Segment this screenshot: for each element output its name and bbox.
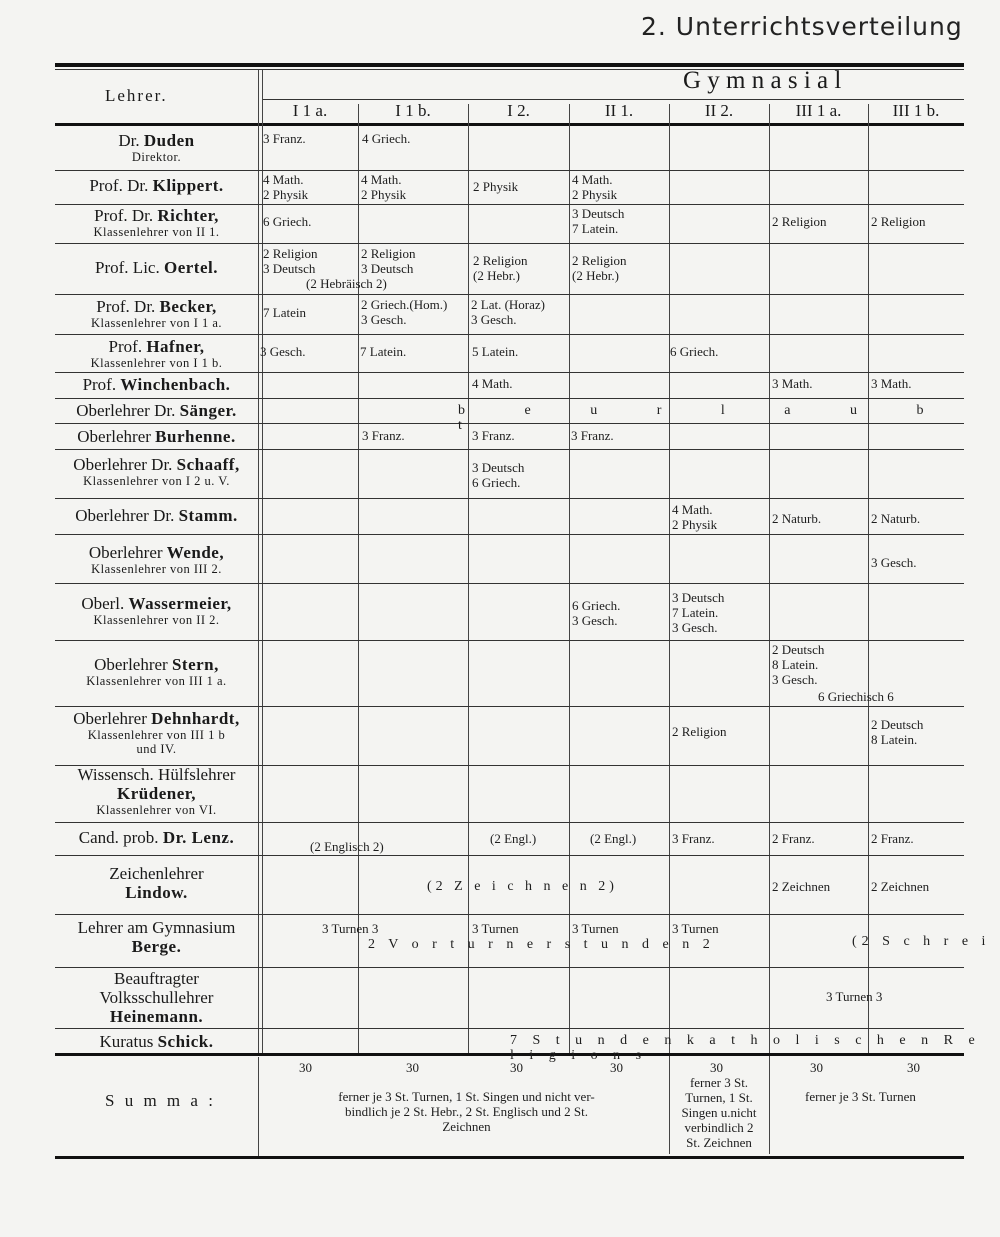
teacher-schaaff: Oberlehrer Dr. Schaaff, Klassenlehrer von I 2 u. V.	[73, 455, 240, 488]
summa-label: S u m m a :	[105, 1091, 216, 1110]
summa-total-i2: 30	[510, 1060, 523, 1075]
cell-klippert-i2: 2 Physik	[473, 179, 519, 194]
cell-wassermeier-ii2: 3 Deutsch 7 Latein. 3 Gesch.	[672, 590, 725, 635]
cell-winchenbach-i2: 4 Math.	[472, 376, 513, 391]
row-rule	[55, 1028, 964, 1029]
cell-lindow-iii1b: 2 Zeichnen	[871, 879, 930, 894]
cell-stamm-ii2: 4 Math. 2 Physik	[672, 502, 718, 532]
cell-hafner-ii2: 6 Griech.	[670, 344, 719, 359]
header-bottom-rule	[55, 123, 964, 126]
col-divider	[358, 104, 359, 1054]
col-divider	[669, 104, 670, 1154]
cell-stamm-iii1a: 2 Naturb.	[772, 511, 822, 526]
cell-lindow-zeichnen: (2 Z e i c h n e n 2)	[427, 879, 618, 894]
column-header-i1b: I 1 b.	[395, 101, 431, 120]
row-rule	[55, 855, 964, 856]
teacher-lindow: Zeichenlehrer Lindow.	[109, 864, 204, 902]
summa-total-iii1a: 30	[810, 1060, 823, 1075]
cell-richter-ii1: 3 Deutsch 7 Latein.	[572, 206, 625, 236]
teacher-oertel: Prof. Lic. Oertel.	[95, 258, 218, 277]
cell-schick-religion: 7 S t u n d e n k a t h o l i s c h e n R e l i g i o n s	[510, 1033, 981, 1063]
teacher-lenz: Cand. prob. Dr. Lenz.	[78, 828, 235, 847]
teacher-saenger: Oberlehrer Dr. Sänger.	[76, 401, 237, 420]
summa-total-i1a: 30	[299, 1060, 312, 1075]
cell-lindow-iii1a: 2 Zeichnen	[772, 879, 831, 894]
cell-stern-griechisch: 6 Griechisch 6	[818, 689, 894, 704]
cell-richter-i1a: 6 Griech.	[263, 214, 312, 229]
teacher-klippert: Prof. Dr. Klippert.	[89, 176, 224, 195]
cell-berge-ii1: 3 Turnen	[572, 921, 619, 936]
cell-wende-iii1b: 3 Gesch.	[871, 555, 917, 570]
row-rule	[55, 372, 964, 373]
row-rule	[55, 583, 964, 584]
cell-oertel-i1a: 2 Religion 3 Deutsch	[263, 246, 318, 276]
row-rule	[55, 498, 964, 499]
teacher-becker: Prof. Dr. Becker, Klassenlehrer von I 1 a.	[90, 297, 223, 330]
teacher-dehnhardt: Oberlehrer Dehnhardt, Klassenlehrer von III 1 b und IV.	[73, 709, 240, 756]
summa-total-i1b: 30	[406, 1060, 419, 1075]
cell-dehnhardt-iii1b: 2 Deutsch 8 Latein.	[871, 717, 924, 747]
column-header-i1a: I 1 a.	[292, 101, 328, 120]
cell-oertel-ii1: 2 Religion (2 Hebr.)	[572, 253, 627, 283]
col-divider	[468, 104, 469, 1054]
cell-oertel-span: (2 Hebräisch 2)	[306, 276, 387, 291]
cell-becker-i2: 2 Lat. (Horaz) 3 Gesch.	[471, 297, 545, 327]
teacher-wassermeier: Oberl. Wassermeier, Klassenlehrer von II 2.	[81, 594, 232, 627]
cell-burhenne-i2: 3 Franz.	[472, 428, 515, 443]
cell-burhenne-ii1: 3 Franz.	[571, 428, 614, 443]
row-rule	[55, 243, 964, 244]
cell-klippert-i1a: 4 Math. 2 Physik	[263, 172, 309, 202]
column-header-iii1a: III 1 a.	[795, 101, 842, 120]
cell-klippert-ii1: 4 Math. 2 Physik	[572, 172, 618, 202]
column-header-i2: I 2.	[507, 101, 530, 120]
teacher-kruedener: Wissensch. Hülfslehrer Krüdener, Klassenlehrer von VI.	[77, 765, 236, 817]
cell-becker-i1a: 7 Latein	[263, 305, 306, 320]
cell-schaaff-i2: 3 Deutsch 6 Griech.	[472, 460, 525, 490]
summa-note-ii2: ferner 3 St. Turnen, 1 St. Singen u.nicht verbindlich 2 St. Zeichnen	[681, 1075, 757, 1150]
cell-saenger-beurlaubt: b e u r l a u b t	[458, 403, 952, 433]
cell-wassermeier-ii1: 6 Griech. 3 Gesch.	[572, 598, 621, 628]
cell-becker-i1b: 2 Griech.(Hom.) 3 Gesch.	[361, 297, 448, 327]
column-header-iii1b: III 1 b.	[892, 101, 940, 120]
cell-berge-ii2: 3 Turnen	[672, 921, 719, 936]
cell-lenz-englisch: (2 Englisch 2)	[310, 839, 384, 854]
teacher-heinemann: Beauftragter Volksschullehrer Heinemann.	[99, 969, 214, 1026]
cell-lenz-ii1: (2 Engl.)	[590, 831, 637, 846]
cell-hafner-i2: 5 Latein.	[472, 344, 519, 359]
cell-lenz-ii2: 3 Franz.	[672, 831, 715, 846]
row-rule	[55, 204, 964, 205]
row-rule	[55, 534, 964, 535]
teacher-burhenne: Oberlehrer Burhenne.	[77, 427, 236, 446]
cell-lenz-i2: (2 Engl.)	[490, 831, 537, 846]
row-rule	[55, 914, 964, 915]
gymnasial-group-header: G y m n a s i a l	[683, 67, 842, 94]
teacher-wende: Oberlehrer Wende, Klassenlehrer von III 2.	[88, 543, 225, 576]
teacher-winchenbach: Prof. Winchenbach.	[82, 375, 231, 394]
column-header-ii2: II 2.	[704, 101, 734, 120]
cell-winchenbach-iii1b: 3 Math.	[871, 376, 912, 391]
header-divider	[262, 99, 964, 100]
cell-hafner-i1a: 3 Gesch.	[260, 344, 306, 359]
teacher-schick: Kuratus Schick.	[99, 1032, 214, 1051]
row-rule	[55, 640, 964, 641]
row-rule	[55, 822, 964, 823]
col-divider	[258, 70, 259, 1055]
cell-oertel-i2: 2 Religion (2 Hebr.)	[473, 253, 528, 283]
row-rule	[55, 449, 964, 450]
teacher-berge: Lehrer am Gymnasium Berge.	[77, 918, 236, 956]
row-rule	[55, 706, 964, 707]
summa-total-iii1b: 30	[907, 1060, 920, 1075]
cell-stern-iii1a: 2 Deutsch 8 Latein. 3 Gesch.	[772, 642, 825, 687]
col-divider	[868, 104, 869, 1054]
cell-richter-iii1b: 2 Religion	[871, 214, 926, 229]
cell-dehnhardt-ii2: 2 Religion	[672, 724, 727, 739]
cell-burhenne-i1b: 3 Franz.	[362, 428, 405, 443]
row-rule	[55, 334, 964, 335]
cell-winchenbach-iii1a: 3 Math.	[772, 376, 813, 391]
cell-stamm-iii1b: 2 Naturb.	[871, 511, 921, 526]
teacher-column-header: Lehrer.	[105, 86, 168, 105]
teacher-hafner: Prof. Hafner, Klassenlehrer von I 1 b.	[90, 337, 223, 370]
cell-lenz-iii1a: 2 Franz.	[772, 831, 815, 846]
cell-berge-vorturnerstunden: 2 V o r t u r n e r s t u n d e n 2	[368, 937, 715, 952]
cell-oertel-i1b: 2 Religion 3 Deutsch	[361, 246, 416, 276]
page-title: 2. Unterrichtsverteilung	[641, 12, 963, 41]
teacher-stamm: Oberlehrer Dr. Stamm.	[75, 506, 238, 525]
summa-note-left: ferner je 3 St. Turnen, 1 St. Singen und nicht ver- bindlich je 2 St. Hebr., 2 St. Englisch und 2 St. Zeichnen	[338, 1089, 595, 1134]
cell-duden-i1b: 4 Griech.	[362, 131, 411, 146]
cell-berge-overflow: (2 S c h r e i	[852, 934, 991, 949]
row-rule	[55, 294, 964, 295]
col-divider	[569, 104, 570, 1054]
cell-berge-i2: 3 Turnen	[472, 921, 519, 936]
summa-total-ii1: 30	[610, 1060, 623, 1075]
cell-duden-i1a: 3 Franz.	[263, 131, 306, 146]
column-header-ii1: II 1.	[604, 101, 634, 120]
cell-berge-turnen: 3 Turnen 3	[322, 921, 379, 936]
cell-heinemann-turnen: 3 Turnen 3	[826, 989, 883, 1004]
teacher-stern: Oberlehrer Stern, Klassenlehrer von III 1 a.	[86, 655, 227, 688]
cell-lenz-iii1b: 2 Franz.	[871, 831, 914, 846]
summa-total-ii2: 30	[710, 1060, 723, 1075]
cell-klippert-i1b: 4 Math. 2 Physik	[361, 172, 407, 202]
row-rule	[55, 967, 964, 968]
teacher-duden: Dr. Duden Direktor.	[118, 131, 195, 164]
cell-richter-iii1a: 2 Religion	[772, 214, 827, 229]
col-divider	[769, 104, 770, 1154]
row-rule	[55, 170, 964, 171]
cell-hafner-i1b: 7 Latein.	[360, 344, 407, 359]
row-rule	[55, 398, 964, 399]
teacher-richter: Prof. Dr. Richter, Klassenlehrer von II 1.	[93, 206, 220, 239]
summa-note-right: ferner je 3 St. Turnen	[805, 1089, 916, 1104]
col-divider	[258, 1057, 259, 1157]
bottom-rule	[55, 1156, 964, 1159]
